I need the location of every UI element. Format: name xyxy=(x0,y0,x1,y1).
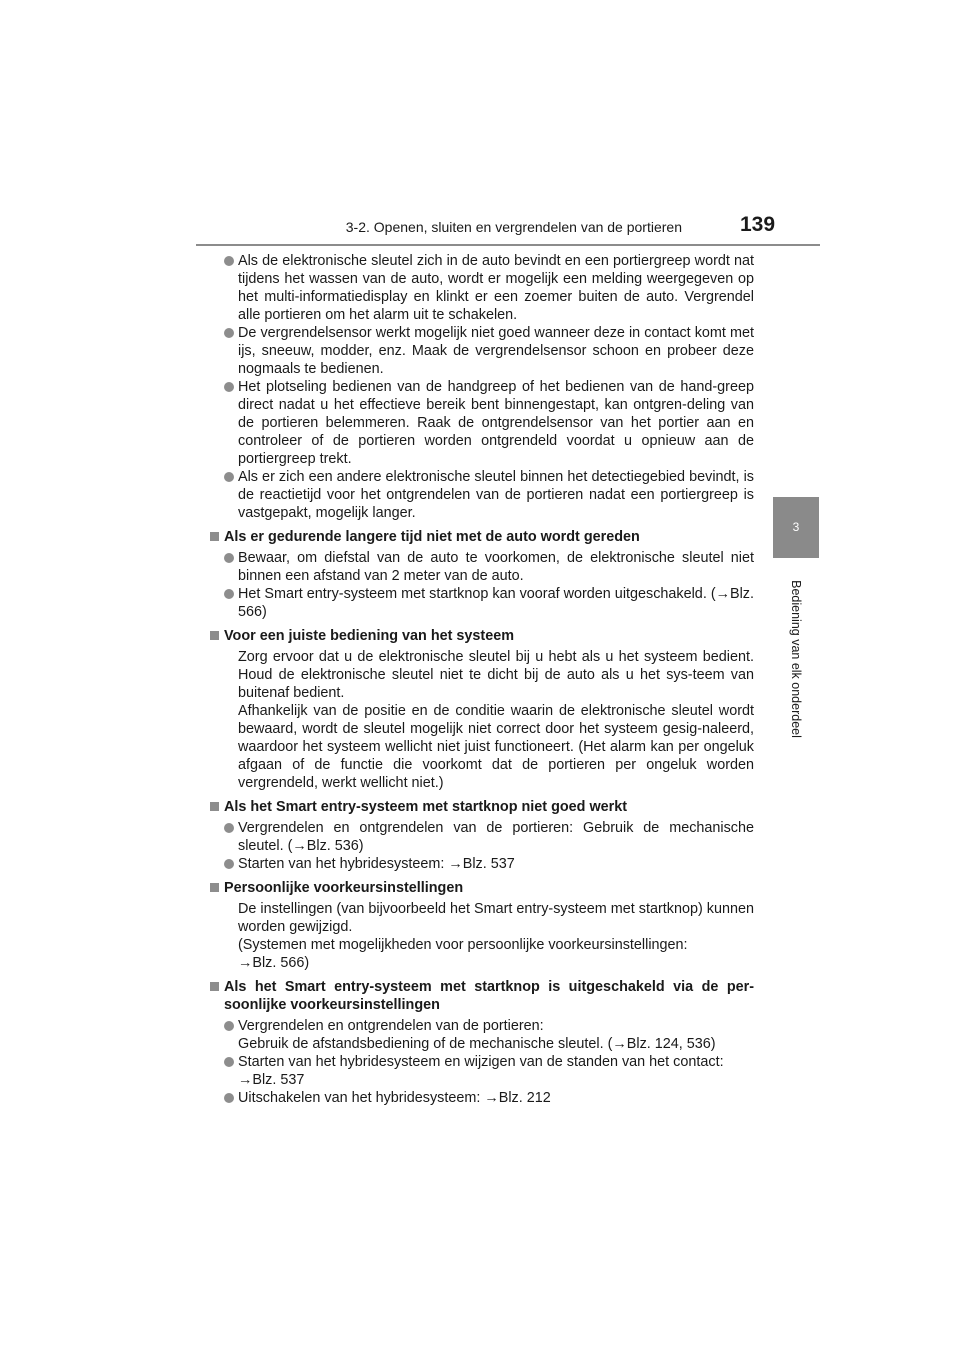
section-heading xyxy=(210,627,754,645)
list-item-text: Vergrendelen en ontgrendelen van de portieren: xyxy=(238,1018,544,1034)
list-item-text: Het Smart entry-systeem met startknop kan vooraf worden uitgeschakeld. (→Blz. 566) xyxy=(238,586,754,620)
list-item xyxy=(210,1089,754,1107)
section-heading-text: Voor een juiste bediening van het systeem xyxy=(224,628,515,644)
bullet-icon xyxy=(224,472,234,482)
list-item-text: Uitschakelen van het hybridesysteem: →Blz. 212 xyxy=(238,1090,551,1106)
list-item xyxy=(210,855,754,873)
list-item xyxy=(210,252,754,324)
chapter-title: Bediening van elk onderdeel xyxy=(789,580,803,738)
bullet-icon xyxy=(224,1057,234,1067)
list-item-text: Als de elektronische sleutel zich in de auto bevindt en een portiergreep wordt nat tijdens het wassen van de auto, wordt er mogelijk een melding weergegeven op het multi-informatiedisplay en klinkt er een zoemer buiten de auto. Vergrendel alle portieren om het alarm uit te schakelen. xyxy=(238,253,754,323)
section-heading xyxy=(210,528,754,546)
list-item-text: Starten van het hybridesysteem en wijzigen van de standen van het contact: xyxy=(238,1054,724,1070)
list-item xyxy=(210,585,754,621)
list-item xyxy=(210,468,754,522)
section-heading-text: Als er gedurende langere tijd niet met de auto wordt gereden xyxy=(224,529,640,545)
bullet-icon xyxy=(224,553,234,563)
paragraph: Zorg ervoor dat u de elektronische sleutel bij u hebt als u het systeem bedient. Houd de elektronische sleutel niet te dicht bij de auto als u het sys-teem van buitenaf bedient. xyxy=(238,649,754,701)
bullet-icon xyxy=(224,859,234,869)
square-marker-icon xyxy=(210,532,219,541)
section-heading-text: Persoonlijke voorkeursinstellingen xyxy=(224,880,464,896)
page-number: 139 xyxy=(740,213,776,236)
list-item-text: Vergrendelen en ontgrendelen van de portieren: Gebruik de mechanische sleutel. (→Blz. 536) xyxy=(238,820,754,854)
square-marker-icon xyxy=(210,631,219,640)
bullet-icon xyxy=(224,1093,234,1103)
list-item xyxy=(210,1053,754,1089)
paragraph: →Blz. 566) xyxy=(238,955,310,971)
section-heading xyxy=(210,798,754,816)
list-item-text: →Blz. 537 xyxy=(238,1072,305,1088)
bullet-icon xyxy=(224,1021,234,1031)
section-heading xyxy=(210,879,754,897)
list-item-text: De vergrendelsensor werkt mogelijk niet goed wanneer deze in contact komt met ijs, sneeuw, modder, enz. Maak de vergrendelsensor schoon en probeer deze nogmaals te bedienen. xyxy=(238,325,754,377)
square-marker-icon xyxy=(210,883,219,892)
paragraph: Afhankelijk van de positie en de conditie waarin de elektronische sleutel wordt bewaard, wordt de sleutel mogelijk niet correct door het systeem gesig-naleerd, waardoor het systeem wellicht niet juist functioneert. (Het alarm kan per ongeluk afgaan of de functie die voorkomt dat de portieren per ongeluk worden vergrendeld, werkt wellicht niet.) xyxy=(238,703,754,791)
header-divider xyxy=(196,244,820,246)
list-item-text: Starten van het hybridesysteem: →Blz. 537 xyxy=(238,856,515,872)
paragraph: (Systemen met mogelijkheden voor persoonlijke voorkeursinstellingen: xyxy=(238,937,688,953)
list-item xyxy=(210,549,754,585)
bullet-icon xyxy=(224,589,234,599)
chapter-tab: 3 xyxy=(773,497,819,558)
bullet-icon xyxy=(224,328,234,338)
section-title: 3-2. Openen, sluiten en vergrendelen van de portieren xyxy=(345,219,682,235)
paragraph: De instellingen (van bijvoorbeeld het Smart entry-systeem met startknop) kunnen worden gewijzigd. xyxy=(238,901,754,935)
list-item-text: Het plotseling bedienen van de handgreep of het bedienen van de hand-greep direct nadat u het effectieve bereik bent binnengestapt, kan ontgren-deling van de portieren belemmeren. Raak de ontgrendelsensor van het portier aan en controleer of de portieren worden ontgrendeld voordat u opnieuw aan de portiergreep trekt. xyxy=(238,379,754,467)
list-item-text: Gebruik de afstandsbediening of de mechanische sleutel. (→Blz. 124, 536) xyxy=(238,1036,716,1052)
list-item xyxy=(210,324,754,378)
list-item xyxy=(210,1017,754,1053)
square-marker-icon xyxy=(210,802,219,811)
bullet-icon xyxy=(224,382,234,392)
section-heading xyxy=(210,978,754,1014)
list-item-text: Bewaar, om diefstal van de auto te voorkomen, de elektronische sleutel niet binnen een afstand van 2 meter van de auto. xyxy=(238,550,754,584)
list-item xyxy=(210,819,754,855)
list-item-text: Als er zich een andere elektronische sleutel binnen het detectiegebied bevindt, is de reactietijd voor het ontgrendelen van de portieren nadat een portiergreep is vastgepakt, mogelijk langer. xyxy=(238,469,754,521)
bullet-icon xyxy=(224,256,234,266)
section-heading-text: Als het Smart entry-systeem met startknop is uitgeschakeld via de per-soonlijke voorkeursinstellingen xyxy=(224,979,754,1013)
bullet-icon xyxy=(224,823,234,833)
page-header xyxy=(0,0,960,250)
square-marker-icon xyxy=(210,982,219,991)
section-heading-text: Als het Smart entry-systeem met startknop niet goed werkt xyxy=(224,799,628,815)
list-item xyxy=(210,378,754,468)
page-content xyxy=(210,252,754,1107)
